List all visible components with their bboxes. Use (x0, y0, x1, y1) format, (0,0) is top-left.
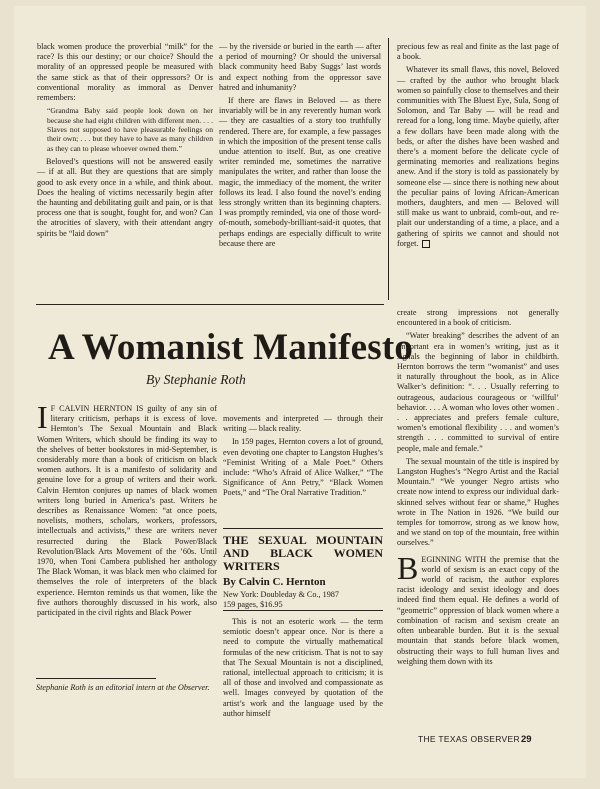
paragraph: This is not an esoteric work — the term semiotic doesn’t appear once. Nor is there a need to compute the virtually mathematical formulas of the new criticism. That is not to say that The Sexual Mountain is not a disciplined, rational, intellectual approach to criticism; it is all of those and involved and compassionate as well. Images conveyed by quotation of the artist’s work and the language used by the author himself (223, 617, 383, 718)
paragraph: In 159 pages, Hernton covers a lot of ground, even devoting one chapter to Langston Hughes’s “Feminist Writing of a Male Poet.” Others include: “Who’s Afraid of Alice Walker,” “The Significance of Ann Petry,” “Black Women Poets,” and “The Oral Narrative Tradition.” (223, 437, 383, 498)
page-number: 29 (521, 734, 532, 745)
book-author: By Calvin C. Hernton (223, 576, 326, 588)
paragraph: precious few as real and finite as the last page of a book. (397, 42, 559, 62)
end-mark-icon (422, 240, 430, 248)
paragraph (397, 65, 559, 249)
article-title: A Womanist Manifesto (48, 327, 414, 368)
paragraph: movements and interpreted — through their writing — black reality. (223, 414, 383, 434)
lead-paragraph (37, 399, 217, 618)
article-column-2 (223, 414, 383, 502)
book-info-box (223, 534, 383, 610)
article-column-2b (223, 617, 383, 722)
paragraph: create strong impressions not generally encountered in a book of criticism. (397, 308, 559, 328)
paragraph: — by the riverside or buried in the earth — after a period of mourning? Or should the universal black community heed Baby Suggs’ last words and expect nothing from the oppressor save hatred and inhumanity? (219, 42, 381, 92)
section-divider (36, 304, 384, 305)
paragraph: “Water breaking” describes the advent of an important era in women’s writing, just as it signals the beginning of labor in childbirth. Hernton borrows the term “womanist” and uses it naturally throughout the book, as in Alice Walker’s definition: “. . . Usually referring to outrageous, audacious courageous or ‘willful’ behavior. . . . A woman who loves other women . . . appreciates and prefers female culture, women’s emotional flexibility . . . and women’s strength . . . committed to survival of entire people, male and female.” (397, 331, 559, 453)
book-details: 159 pages, $16.95 (223, 600, 283, 610)
publication-name: THE TEXAS OBSERVER (418, 734, 520, 744)
top-column-2 (219, 42, 381, 252)
drop-cap: B (397, 549, 419, 586)
column-divider (388, 38, 389, 300)
book-publisher: New York: Doubleday & Co., 1987 (223, 590, 339, 600)
drop-cap: I (37, 399, 48, 435)
paragraph-text: EGINNING WITH the premise that the world of sexism is an exact copy of the world of racism, the author explores racist ideology and sexist ideology and does indeed find them equal. He defines a world of “geometric” oppression of black women where a combination of racism and sexism create an often unbearable burden. But it is the sexual mountain that stands before black women, obstructing their ways to full human lives and weighing them down with its (397, 554, 559, 666)
article-column-3 (397, 308, 559, 670)
article-byline: By Stephanie Roth (146, 372, 246, 387)
note-divider (36, 678, 156, 679)
article-column-1 (37, 399, 217, 621)
paragraph: If there are flaws in Beloved — as there invariably will be in any reverently human work — they are casualties of a story too truthfully rendered. There are, for example, a few passages in which the imposition of the present tense calls undue attention to itself. But, as one creative writer reminded me, sometimes the narrative manipulates the writer, and rather than loose the magic, the immediacy of the moment, the writer follows its lead. I also found the novel’s ending less strongly written than its beginning chapters. I was promptly reminded, via one of those word-of-mouth, somebody-brilliant-said-it quotes, that perhaps endings are especially difficult to write because there are (219, 96, 381, 248)
top-column-1 (37, 42, 213, 242)
box-bottom-rule (223, 610, 383, 611)
book-title: THE SEXUAL MOUNTAIN AND BLACK WOMEN WRITERS (223, 533, 383, 573)
paragraph-text: Whatever its small flaws, this novel, Beloved — crafted by the author who brought black women so painfully close to themselves and their communities with The Bluest Eye, Sula, Song of Solomon, and Tar Baby — will be read and reread for a long, long time. Maybe quietly, after a few dollars have been made along with the beds, or after the dishes have been washed and there’s a moment before the delicate cycle of germinating memories and realizations begins anew. And if the story is told as passionately by someone else — since there is nothing new about the peculiar pains of loving African-American mothers, daughters, and men — Beloved will still make us want to unbraid, comb-out, and re-plait our understanding of a time, a place, and a gathering of spirits we cannot and should not forget. (397, 65, 559, 248)
top-column-3 (397, 42, 559, 252)
paragraph: Beloved’s questions will not be answered easily — if at all. But they are questions that are simply good to ask every once in a while, and think about. Does the healing of victims necessarily begin after the haunting and debilitating guilt and pain, or is that process one that is sought, fought for, and won? Can the atrocities of slavery, with their attendant angry spirits be “laid down” (37, 157, 213, 238)
block-quote: “Grandma Baby said people look down on her because she had eight children with different men. . . . Slaves not supposed to have pleasurable feelings on their own; . . . but they have to have as many children as they can to please whoever owned them.” (47, 106, 213, 153)
paragraph: The sexual mountain of the title is inspired by Langston Hughes’s “Negro Artist and the Racial Mountain.” “We younger Negro artists who create now intend to express our individual dark-skinned selves without fear or shame,” Hughes wrote in The Nation in 1926. “We build our temples for tomorrow, strong as we know how, and we stand on top of the mountain, free within ourselves.” (397, 456, 559, 548)
paragraph: black women produce the proverbial “milk” for the race? Is this our destiny; or our choice? Should the morality of an oppressed people be measured with the same stick as that of their oppressors? Or is conventional morality as immoral as Denver remembers: (37, 42, 213, 103)
lead-text: F CALVIN HERNTON IS guilty of any sin of literary criticism, perhaps it is excess of love. Hernton’s The Sexual Mountain and Black Women Writers, which should be finding its way to the shelves of better bookstores in mid-September, is considerably more than a book of criticism on black women authors. It is a manifesto of solidarity and genuine love for a group of writers and their work. Calvin Hernton conjures up names of black women writers long buried in America’s past. Writers he describes as Renaissance Women: “at once poets, novelists, mothers, scholars, workers, professors, intellectuals and activists,” these are writers never resurrected during the Black Power/Black Revolution/Black Arts Movement of the ’60s. Until 1970, when Toni Cambera published her anthology The Black Woman, it was black men who claimed for themselves the role of interpreters of the black experience. Hernton reminds us that women, like the five authors thoroughly discussed in his work, also participated in the civil rights and Black Power (37, 404, 217, 618)
author-note: Stephanie Roth is an editorial intern at the Observer. (36, 683, 210, 692)
box-top-rule (223, 528, 383, 529)
paragraph (397, 549, 559, 667)
